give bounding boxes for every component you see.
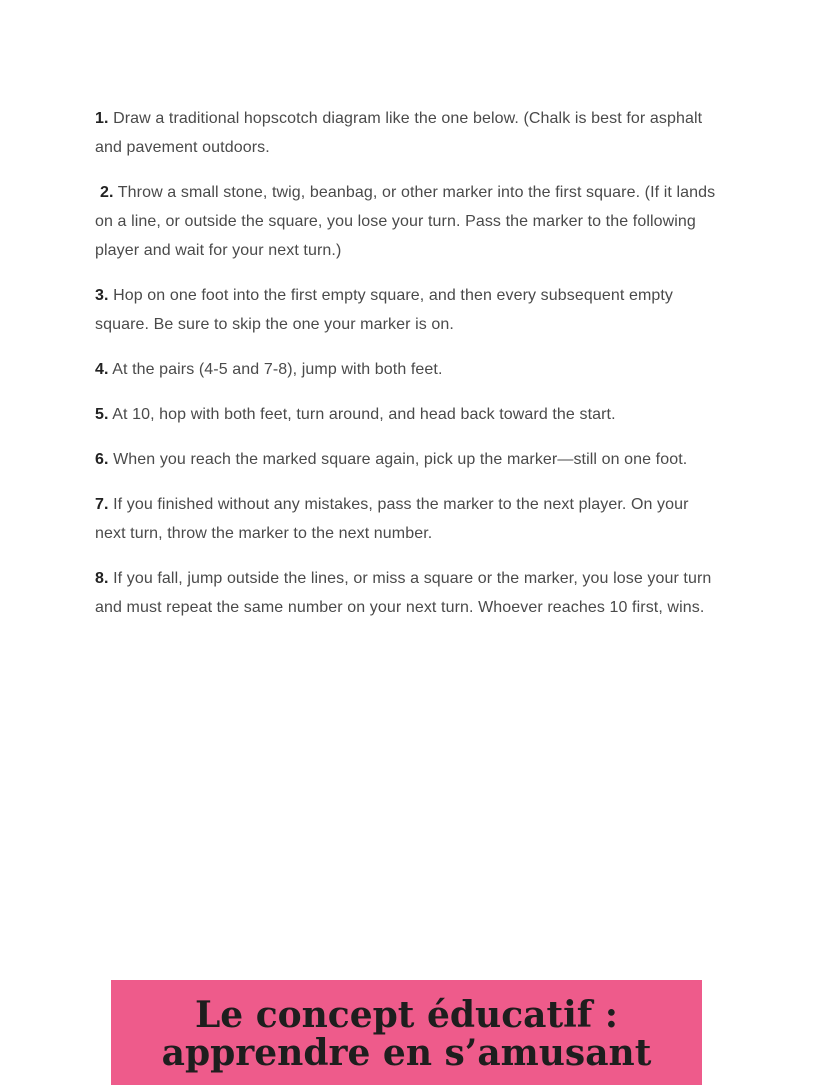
section-banner bbox=[111, 980, 702, 1085]
instructions-list bbox=[95, 104, 720, 638]
step-number: 8. bbox=[95, 570, 109, 587]
banner-title-line-1: Le concept éducatif : bbox=[194, 994, 619, 1036]
step-text: Hop on one foot into the first empty square, and then every subsequent empty square. Be sure to skip the one your marker is on. bbox=[95, 287, 674, 333]
step-7 bbox=[95, 490, 720, 548]
step-number: 2. bbox=[100, 184, 114, 201]
step-4 bbox=[95, 355, 720, 384]
step-2 bbox=[95, 178, 720, 265]
step-8 bbox=[95, 564, 720, 622]
step-number: 4. bbox=[95, 361, 109, 378]
step-text: When you reach the marked square again, pick up the marker—still on one foot. bbox=[108, 451, 688, 468]
step-5 bbox=[95, 400, 720, 429]
step-text: Draw a traditional hopscotch diagram like the one below. (Chalk is best for asphalt and pavement outdoors. bbox=[95, 110, 703, 156]
step-number: 3. bbox=[95, 287, 109, 304]
step-text: Throw a small stone, twig, beanbag, or other marker into the first square. (If it lands on a line, or outside the square, you lose your turn. Pass the marker to the following player and wait for your next turn.) bbox=[95, 184, 716, 259]
step-number: 7. bbox=[95, 496, 109, 513]
step-3 bbox=[95, 281, 720, 339]
step-text: At the pairs (4-5 and 7-8), jump with both feet. bbox=[108, 361, 443, 378]
step-text: If you finished without any mistakes, pass the marker to the next player. On your next turn, throw the marker to the next number. bbox=[95, 496, 689, 542]
step-1 bbox=[95, 104, 720, 162]
step-6 bbox=[95, 445, 720, 474]
step-number: 5. bbox=[95, 406, 109, 423]
step-text: At 10, hop with both feet, turn around, and head back toward the start. bbox=[108, 406, 616, 423]
step-text: If you fall, jump outside the lines, or miss a square or the marker, you lose your turn and must repeat the same number on your next turn. Whoever reaches 10 first, wins. bbox=[95, 570, 712, 616]
step-number: 1. bbox=[95, 110, 109, 127]
banner-title-line-2: apprendre en s’amusant bbox=[161, 1032, 652, 1074]
step-number: 6. bbox=[95, 451, 109, 468]
